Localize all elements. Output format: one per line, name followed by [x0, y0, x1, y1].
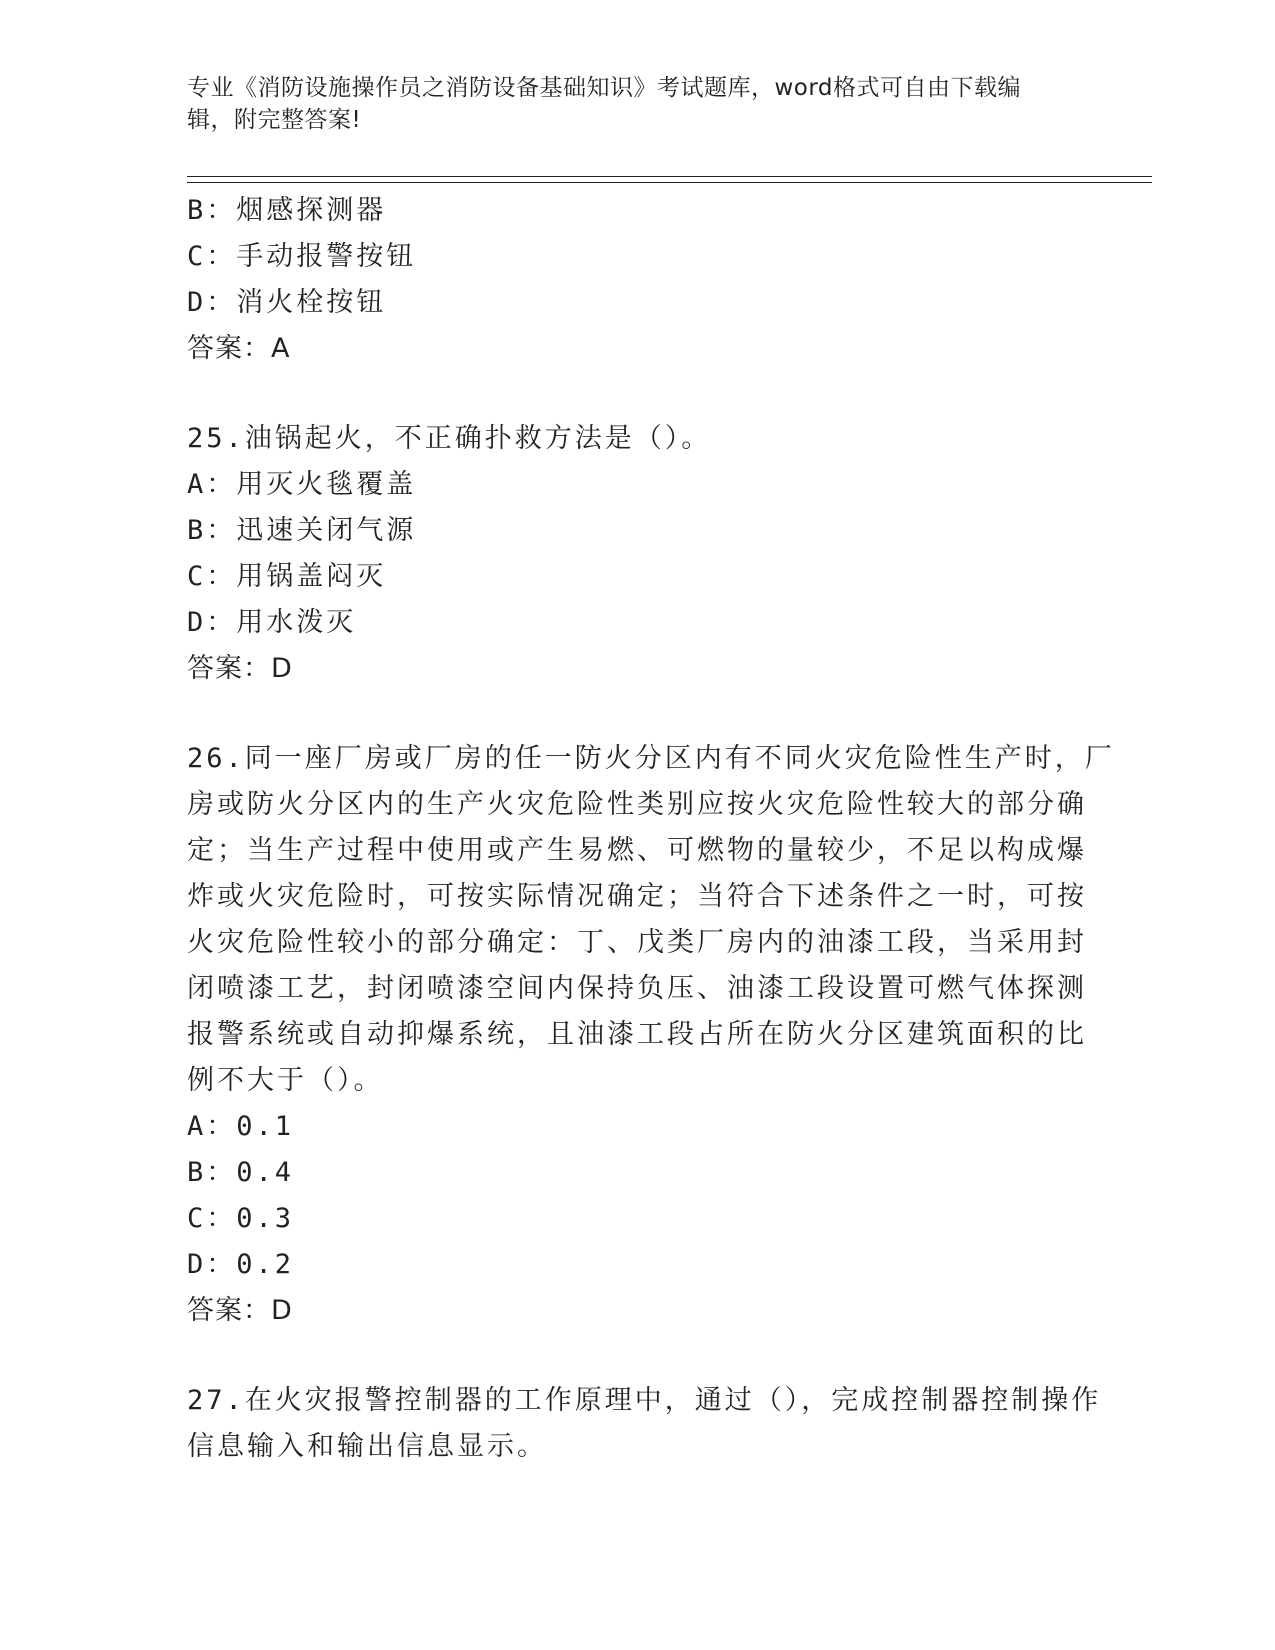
document-header: [187, 72, 1067, 136]
question-text-line: 报警系统或自动抑爆系统，且油漆工段占所在防火分区建筑面积的比: [187, 1019, 1087, 1050]
spacer: [187, 692, 1067, 736]
option-c: C：手动报警按钮: [187, 241, 417, 272]
question-text-line: 信息输入和输出信息显示。: [187, 1431, 547, 1462]
option-a: A：0.1: [187, 1111, 295, 1142]
answer: 答案：A: [187, 333, 291, 364]
question-26: [187, 736, 1115, 1334]
header-rule-bottom: [187, 182, 1152, 183]
option-d: D：消火栓按钮: [187, 287, 387, 318]
option-d: D：用水泼灭: [187, 607, 357, 638]
question-text-line: 27.在火灾报警控制器的工作原理中，通过（），完成控制器控制操作: [187, 1385, 1102, 1416]
question-text-line: 炸或火灾危险时，可按实际情况确定；当符合下述条件之一时，可按: [187, 881, 1087, 912]
answer: 答案：D: [187, 653, 293, 684]
option-c: C：用锅盖闷灭: [187, 561, 387, 592]
question-text-line: 26.同一座厂房或厂房的任一防火分区内有不同火灾危险性生产时，厂: [187, 743, 1115, 774]
question-text: 25.油锅起火，不正确扑救方法是（）。: [187, 423, 712, 454]
question-27: [187, 1378, 1102, 1470]
spacer: [187, 1334, 1067, 1378]
header-line-1: 专业《消防设施操作员之消防设备基础知识》考试题库，word格式可自由下载编: [187, 75, 1022, 101]
question-25: [187, 416, 1067, 692]
spacer: [187, 372, 1067, 416]
option-b: B：0.4: [187, 1157, 295, 1188]
question-content: [187, 188, 1115, 1470]
option-c: C：0.3: [187, 1203, 295, 1234]
question-text-line: 例不大于（）。: [187, 1065, 384, 1096]
header-line-2: 辑，附完整答案!: [187, 107, 362, 133]
option-a: A：用灭火毯覆盖: [187, 469, 417, 500]
question-text-line: 火灾危险性较小的部分确定：丁、戊类厂房内的油漆工段，当采用封: [187, 927, 1087, 958]
answer: 答案：D: [187, 1295, 293, 1326]
option-b: B：烟感探测器: [187, 195, 387, 226]
header-rule-top: [187, 176, 1152, 177]
question-24-tail: [187, 188, 1067, 372]
question-text-line: 房或防火分区内的生产火灾危险性类别应按火灾危险性较大的部分确: [187, 789, 1087, 820]
question-text-line: 闭喷漆工艺，封闭喷漆空间内保持负压、油漆工段设置可燃气体探测: [187, 973, 1087, 1004]
question-text-line: 定；当生产过程中使用或产生易燃、可燃物的量较少，不足以构成爆: [187, 835, 1087, 866]
option-b: B：迅速关闭气源: [187, 515, 417, 546]
option-d: D：0.2: [187, 1249, 295, 1280]
